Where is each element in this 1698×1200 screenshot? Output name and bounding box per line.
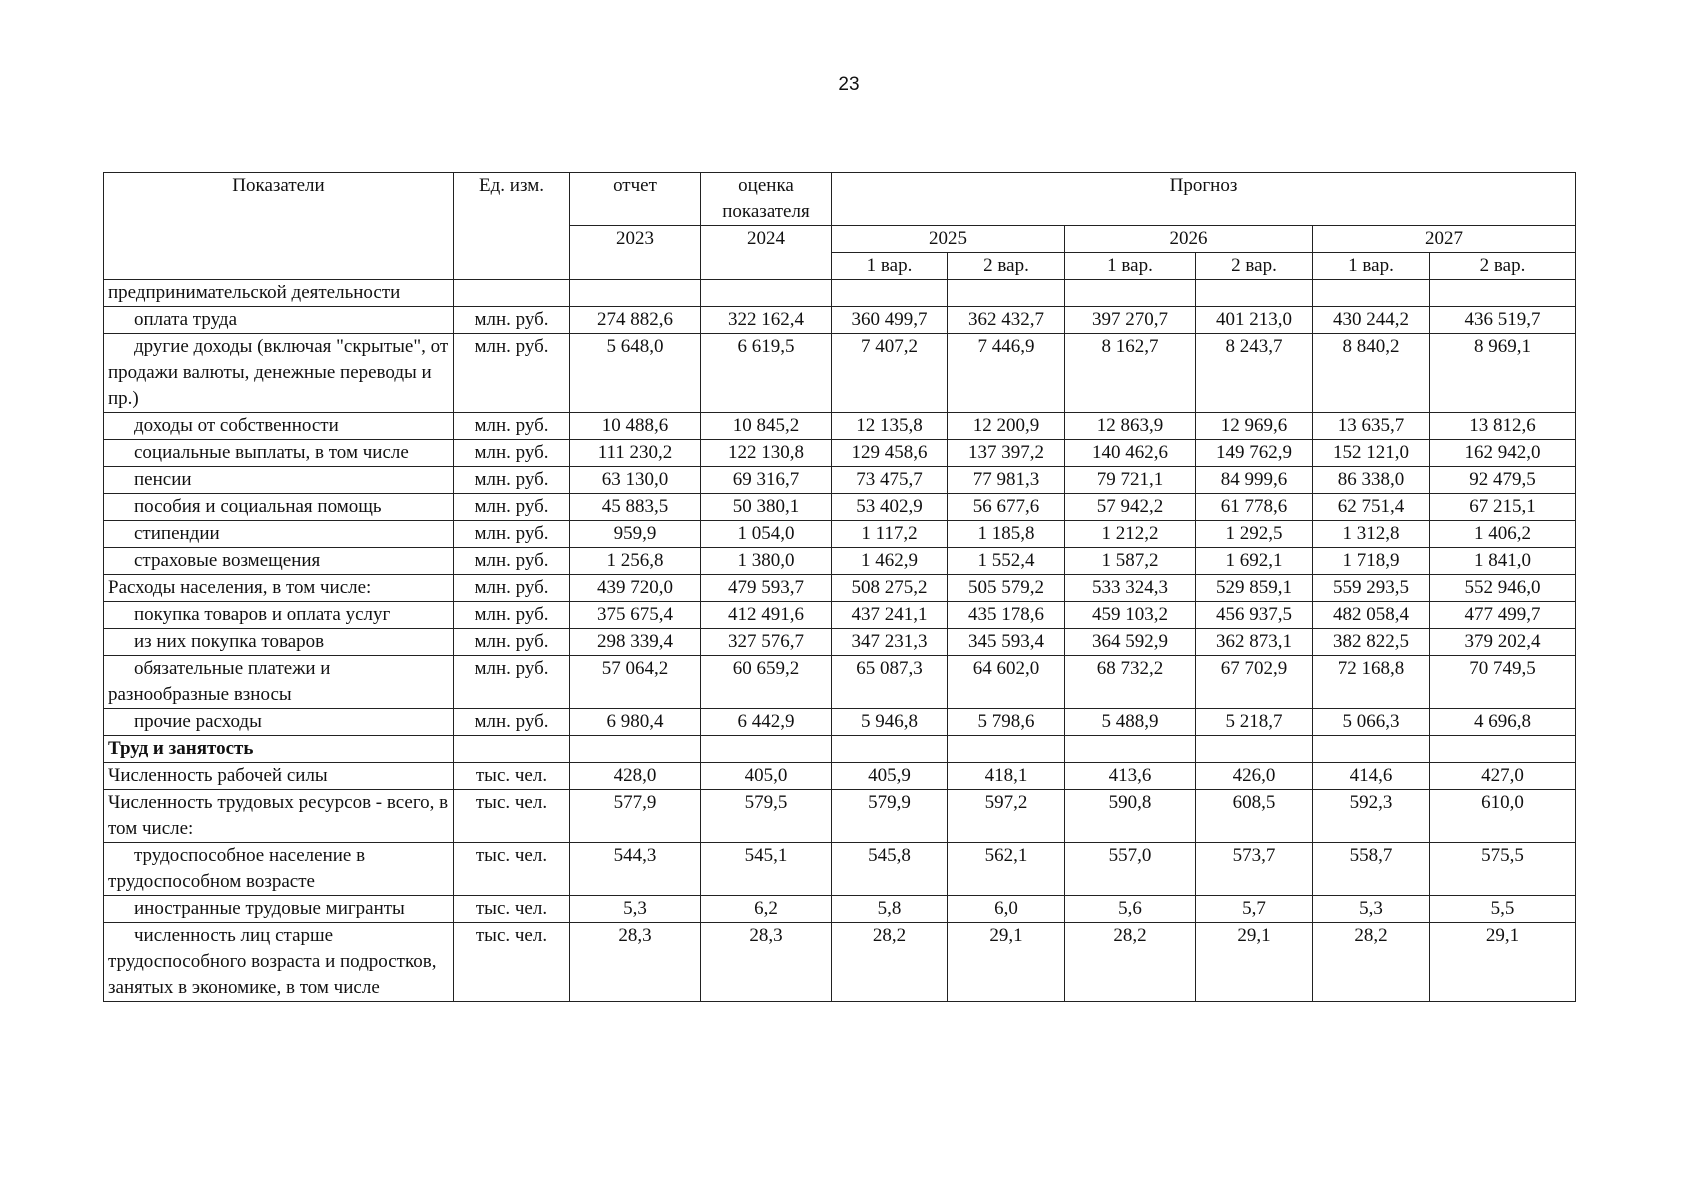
unit-cell: млн. руб. xyxy=(454,602,570,629)
indicator-name: численность лиц старше трудоспособного возраста и подростков, занятых в экономике, в том числе xyxy=(104,923,454,1002)
value-cell: 69 316,7 xyxy=(701,467,832,494)
value-cell: 29,1 xyxy=(948,923,1065,1002)
header-estimate: оценка показателя xyxy=(701,173,832,226)
value-cell: 1 718,9 xyxy=(1313,548,1430,575)
header-2026-variant-2: 2 вар. xyxy=(1196,253,1313,280)
header-year-2027: 2027 xyxy=(1313,226,1576,253)
value-cell: 72 168,8 xyxy=(1313,656,1430,709)
header-year-2025: 2025 xyxy=(832,226,1065,253)
header-2026-variant-1: 1 вар. xyxy=(1065,253,1196,280)
value-cell: 5 488,9 xyxy=(1065,709,1196,736)
value-cell: 57 942,2 xyxy=(1065,494,1196,521)
indicator-name: из них покупка товаров xyxy=(104,629,454,656)
table-row xyxy=(104,629,1576,656)
value-cell: 5,7 xyxy=(1196,896,1313,923)
value-cell xyxy=(1313,736,1430,763)
value-cell: 13 812,6 xyxy=(1430,413,1576,440)
value-cell xyxy=(701,280,832,307)
value-cell xyxy=(701,736,832,763)
value-cell: 5,5 xyxy=(1430,896,1576,923)
value-cell: 7 407,2 xyxy=(832,334,948,413)
value-cell: 12 969,6 xyxy=(1196,413,1313,440)
value-cell xyxy=(1196,280,1313,307)
value-cell: 413,6 xyxy=(1065,763,1196,790)
value-cell: 61 778,6 xyxy=(1196,494,1313,521)
value-cell: 8 840,2 xyxy=(1313,334,1430,413)
value-cell: 430 244,2 xyxy=(1313,307,1430,334)
value-cell: 405,9 xyxy=(832,763,948,790)
header-2027-variant-1: 1 вар. xyxy=(1313,253,1430,280)
value-cell: 558,7 xyxy=(1313,843,1430,896)
value-cell: 5,3 xyxy=(1313,896,1430,923)
unit-cell: тыс. чел. xyxy=(454,896,570,923)
table-row xyxy=(104,307,1576,334)
value-cell: 477 499,7 xyxy=(1430,602,1576,629)
value-cell: 375 675,4 xyxy=(570,602,701,629)
value-cell xyxy=(1430,280,1576,307)
header-2027-variant-2: 2 вар. xyxy=(1430,253,1576,280)
indicator-name: предпринимательской деятельности xyxy=(104,280,454,307)
value-cell xyxy=(1196,736,1313,763)
table-row xyxy=(104,843,1576,896)
value-cell: 6,0 xyxy=(948,896,1065,923)
indicator-name: доходы от собственности xyxy=(104,413,454,440)
unit-cell: тыс. чел. xyxy=(454,763,570,790)
value-cell: 65 087,3 xyxy=(832,656,948,709)
value-cell: 347 231,3 xyxy=(832,629,948,656)
table-row xyxy=(104,334,1576,413)
indicator-name: трудоспособное население в трудоспособном возрасте xyxy=(104,843,454,896)
value-cell: 137 397,2 xyxy=(948,440,1065,467)
unit-cell: млн. руб. xyxy=(454,575,570,602)
header-year-2023: 2023 xyxy=(570,226,701,280)
value-cell: 67 702,9 xyxy=(1196,656,1313,709)
table-row xyxy=(104,413,1576,440)
value-cell: 13 635,7 xyxy=(1313,413,1430,440)
value-cell: 379 202,4 xyxy=(1430,629,1576,656)
indicator-name: оплата труда xyxy=(104,307,454,334)
unit-cell: млн. руб. xyxy=(454,413,570,440)
header-2025-variant-2: 2 вар. xyxy=(948,253,1065,280)
value-cell: 79 721,1 xyxy=(1065,467,1196,494)
value-cell: 405,0 xyxy=(701,763,832,790)
value-cell: 1 841,0 xyxy=(1430,548,1576,575)
value-cell xyxy=(1430,736,1576,763)
value-cell: 362 432,7 xyxy=(948,307,1065,334)
value-cell: 29,1 xyxy=(1196,923,1313,1002)
value-cell: 140 462,6 xyxy=(1065,440,1196,467)
value-cell xyxy=(948,736,1065,763)
indicator-name: страховые возмещения xyxy=(104,548,454,575)
value-cell: 111 230,2 xyxy=(570,440,701,467)
value-cell: 4 696,8 xyxy=(1430,709,1576,736)
unit-cell: тыс. чел. xyxy=(454,790,570,843)
value-cell: 1 185,8 xyxy=(948,521,1065,548)
section-heading: Труд и занятость xyxy=(104,736,454,763)
value-cell: 439 720,0 xyxy=(570,575,701,602)
value-cell: 608,5 xyxy=(1196,790,1313,843)
value-cell: 28,3 xyxy=(570,923,701,1002)
value-cell: 12 863,9 xyxy=(1065,413,1196,440)
value-cell: 5,8 xyxy=(832,896,948,923)
value-cell: 436 519,7 xyxy=(1430,307,1576,334)
value-cell: 5 648,0 xyxy=(570,334,701,413)
value-cell: 575,5 xyxy=(1430,843,1576,896)
unit-cell: млн. руб. xyxy=(454,467,570,494)
indicator-name: Численность рабочей силы xyxy=(104,763,454,790)
value-cell: 459 103,2 xyxy=(1065,602,1196,629)
value-cell: 67 215,1 xyxy=(1430,494,1576,521)
unit-cell: млн. руб. xyxy=(454,440,570,467)
value-cell: 28,2 xyxy=(832,923,948,1002)
value-cell: 63 130,0 xyxy=(570,467,701,494)
value-cell: 5 066,3 xyxy=(1313,709,1430,736)
value-cell: 62 751,4 xyxy=(1313,494,1430,521)
header-indicators: Показатели xyxy=(104,173,454,280)
value-cell xyxy=(1065,280,1196,307)
value-cell: 5,3 xyxy=(570,896,701,923)
table-row xyxy=(104,548,1576,575)
value-cell: 10 488,6 xyxy=(570,413,701,440)
value-cell: 50 380,1 xyxy=(701,494,832,521)
table-row xyxy=(104,709,1576,736)
indicator-name: обязательные платежи и разнообразные взносы xyxy=(104,656,454,709)
value-cell: 12 135,8 xyxy=(832,413,948,440)
value-cell: 53 402,9 xyxy=(832,494,948,521)
value-cell: 29,1 xyxy=(1430,923,1576,1002)
value-cell: 579,5 xyxy=(701,790,832,843)
value-cell: 610,0 xyxy=(1430,790,1576,843)
value-cell: 1 380,0 xyxy=(701,548,832,575)
value-cell: 28,3 xyxy=(701,923,832,1002)
value-cell: 597,2 xyxy=(948,790,1065,843)
unit-cell: млн. руб. xyxy=(454,334,570,413)
indicator-name: другие доходы (включая "скрытые", от продажи валюты, денежные переводы и пр.) xyxy=(104,334,454,413)
value-cell xyxy=(1065,736,1196,763)
value-cell: 6 442,9 xyxy=(701,709,832,736)
indicator-name: пособия и социальная помощь xyxy=(104,494,454,521)
value-cell: 56 677,6 xyxy=(948,494,1065,521)
value-cell: 364 592,9 xyxy=(1065,629,1196,656)
value-cell: 84 999,6 xyxy=(1196,467,1313,494)
unit-cell: млн. руб. xyxy=(454,548,570,575)
indicator-name: социальные выплаты, в том числе xyxy=(104,440,454,467)
table-row xyxy=(104,575,1576,602)
value-cell: 92 479,5 xyxy=(1430,467,1576,494)
table-row xyxy=(104,440,1576,467)
value-cell: 1 312,8 xyxy=(1313,521,1430,548)
value-cell: 1 462,9 xyxy=(832,548,948,575)
value-cell: 122 130,8 xyxy=(701,440,832,467)
value-cell: 577,9 xyxy=(570,790,701,843)
value-cell xyxy=(570,280,701,307)
value-cell: 573,7 xyxy=(1196,843,1313,896)
value-cell: 529 859,1 xyxy=(1196,575,1313,602)
value-cell: 1 212,2 xyxy=(1065,521,1196,548)
unit-cell: млн. руб. xyxy=(454,307,570,334)
value-cell: 437 241,1 xyxy=(832,602,948,629)
value-cell: 60 659,2 xyxy=(701,656,832,709)
unit-cell: млн. руб. xyxy=(454,709,570,736)
value-cell: 68 732,2 xyxy=(1065,656,1196,709)
indicator-name: стипендии xyxy=(104,521,454,548)
value-cell: 545,1 xyxy=(701,843,832,896)
value-cell: 6 619,5 xyxy=(701,334,832,413)
value-cell: 435 178,6 xyxy=(948,602,1065,629)
value-cell: 322 162,4 xyxy=(701,307,832,334)
unit-cell: млн. руб. xyxy=(454,521,570,548)
table-row xyxy=(104,280,1576,307)
value-cell: 1 692,1 xyxy=(1196,548,1313,575)
value-cell: 1 587,2 xyxy=(1065,548,1196,575)
value-cell: 414,6 xyxy=(1313,763,1430,790)
value-cell: 45 883,5 xyxy=(570,494,701,521)
value-cell: 428,0 xyxy=(570,763,701,790)
value-cell: 1 406,2 xyxy=(1430,521,1576,548)
indicator-name: иностранные трудовые мигранты xyxy=(104,896,454,923)
value-cell: 274 882,6 xyxy=(570,307,701,334)
value-cell: 5 946,8 xyxy=(832,709,948,736)
table-row xyxy=(104,763,1576,790)
value-cell: 10 845,2 xyxy=(701,413,832,440)
unit-cell: млн. руб. xyxy=(454,494,570,521)
value-cell: 479 593,7 xyxy=(701,575,832,602)
value-cell: 412 491,6 xyxy=(701,602,832,629)
value-cell: 1 256,8 xyxy=(570,548,701,575)
value-cell: 8 969,1 xyxy=(1430,334,1576,413)
value-cell: 28,2 xyxy=(1313,923,1430,1002)
value-cell: 70 749,5 xyxy=(1430,656,1576,709)
value-cell xyxy=(832,280,948,307)
value-cell: 1 117,2 xyxy=(832,521,948,548)
header-year-2024: 2024 xyxy=(701,226,832,280)
value-cell xyxy=(1313,280,1430,307)
value-cell: 152 121,0 xyxy=(1313,440,1430,467)
value-cell: 533 324,3 xyxy=(1065,575,1196,602)
table-row xyxy=(104,521,1576,548)
unit-cell xyxy=(454,736,570,763)
value-cell: 1 054,0 xyxy=(701,521,832,548)
table-body xyxy=(104,280,1576,1002)
table-row xyxy=(104,923,1576,1002)
value-cell: 482 058,4 xyxy=(1313,602,1430,629)
table-row xyxy=(104,790,1576,843)
value-cell: 362 873,1 xyxy=(1196,629,1313,656)
value-cell: 508 275,2 xyxy=(832,575,948,602)
value-cell: 557,0 xyxy=(1065,843,1196,896)
value-cell: 544,3 xyxy=(570,843,701,896)
unit-cell: млн. руб. xyxy=(454,656,570,709)
indicator-name: прочие расходы xyxy=(104,709,454,736)
value-cell: 28,2 xyxy=(1065,923,1196,1002)
value-cell xyxy=(570,736,701,763)
value-cell: 1 552,4 xyxy=(948,548,1065,575)
value-cell: 5 798,6 xyxy=(948,709,1065,736)
value-cell: 345 593,4 xyxy=(948,629,1065,656)
indicators-table xyxy=(103,172,1576,1002)
value-cell: 12 200,9 xyxy=(948,413,1065,440)
value-cell: 57 064,2 xyxy=(570,656,701,709)
value-cell: 5 218,7 xyxy=(1196,709,1313,736)
value-cell: 562,1 xyxy=(948,843,1065,896)
value-cell: 401 213,0 xyxy=(1196,307,1313,334)
value-cell: 129 458,6 xyxy=(832,440,948,467)
value-cell: 505 579,2 xyxy=(948,575,1065,602)
header-year-2026: 2026 xyxy=(1065,226,1313,253)
value-cell: 149 762,9 xyxy=(1196,440,1313,467)
value-cell xyxy=(948,280,1065,307)
value-cell: 77 981,3 xyxy=(948,467,1065,494)
page-number: 23 xyxy=(838,74,860,95)
value-cell: 8 243,7 xyxy=(1196,334,1313,413)
value-cell: 426,0 xyxy=(1196,763,1313,790)
indicator-name: пенсии xyxy=(104,467,454,494)
header-2025-variant-1: 1 вар. xyxy=(832,253,948,280)
value-cell: 327 576,7 xyxy=(701,629,832,656)
table-row xyxy=(104,602,1576,629)
header-report: отчет xyxy=(570,173,701,226)
indicator-name: Численность трудовых ресурсов - всего, в том числе: xyxy=(104,790,454,843)
unit-cell: тыс. чел. xyxy=(454,843,570,896)
value-cell: 86 338,0 xyxy=(1313,467,1430,494)
value-cell: 552 946,0 xyxy=(1430,575,1576,602)
unit-cell xyxy=(454,280,570,307)
value-cell: 8 162,7 xyxy=(1065,334,1196,413)
value-cell: 6,2 xyxy=(701,896,832,923)
value-cell: 7 446,9 xyxy=(948,334,1065,413)
value-cell: 382 822,5 xyxy=(1313,629,1430,656)
value-cell: 579,9 xyxy=(832,790,948,843)
table-row xyxy=(104,656,1576,709)
value-cell: 397 270,7 xyxy=(1065,307,1196,334)
value-cell: 427,0 xyxy=(1430,763,1576,790)
value-cell: 592,3 xyxy=(1313,790,1430,843)
table-row xyxy=(104,736,1576,763)
header-forecast: Прогноз xyxy=(832,173,1576,226)
value-cell: 360 499,7 xyxy=(832,307,948,334)
value-cell: 298 339,4 xyxy=(570,629,701,656)
value-cell xyxy=(832,736,948,763)
value-cell: 5,6 xyxy=(1065,896,1196,923)
unit-cell: тыс. чел. xyxy=(454,923,570,1002)
value-cell: 1 292,5 xyxy=(1196,521,1313,548)
value-cell: 559 293,5 xyxy=(1313,575,1430,602)
unit-cell: млн. руб. xyxy=(454,629,570,656)
indicator-name: Расходы населения, в том числе: xyxy=(104,575,454,602)
value-cell: 6 980,4 xyxy=(570,709,701,736)
header-unit: Ед. изм. xyxy=(454,173,570,280)
value-cell: 162 942,0 xyxy=(1430,440,1576,467)
indicator-name: покупка товаров и оплата услуг xyxy=(104,602,454,629)
value-cell: 545,8 xyxy=(832,843,948,896)
value-cell: 64 602,0 xyxy=(948,656,1065,709)
value-cell: 590,8 xyxy=(1065,790,1196,843)
table-row xyxy=(104,494,1576,521)
value-cell: 418,1 xyxy=(948,763,1065,790)
value-cell: 959,9 xyxy=(570,521,701,548)
table-row xyxy=(104,467,1576,494)
table-row xyxy=(104,896,1576,923)
value-cell: 73 475,7 xyxy=(832,467,948,494)
value-cell: 456 937,5 xyxy=(1196,602,1313,629)
